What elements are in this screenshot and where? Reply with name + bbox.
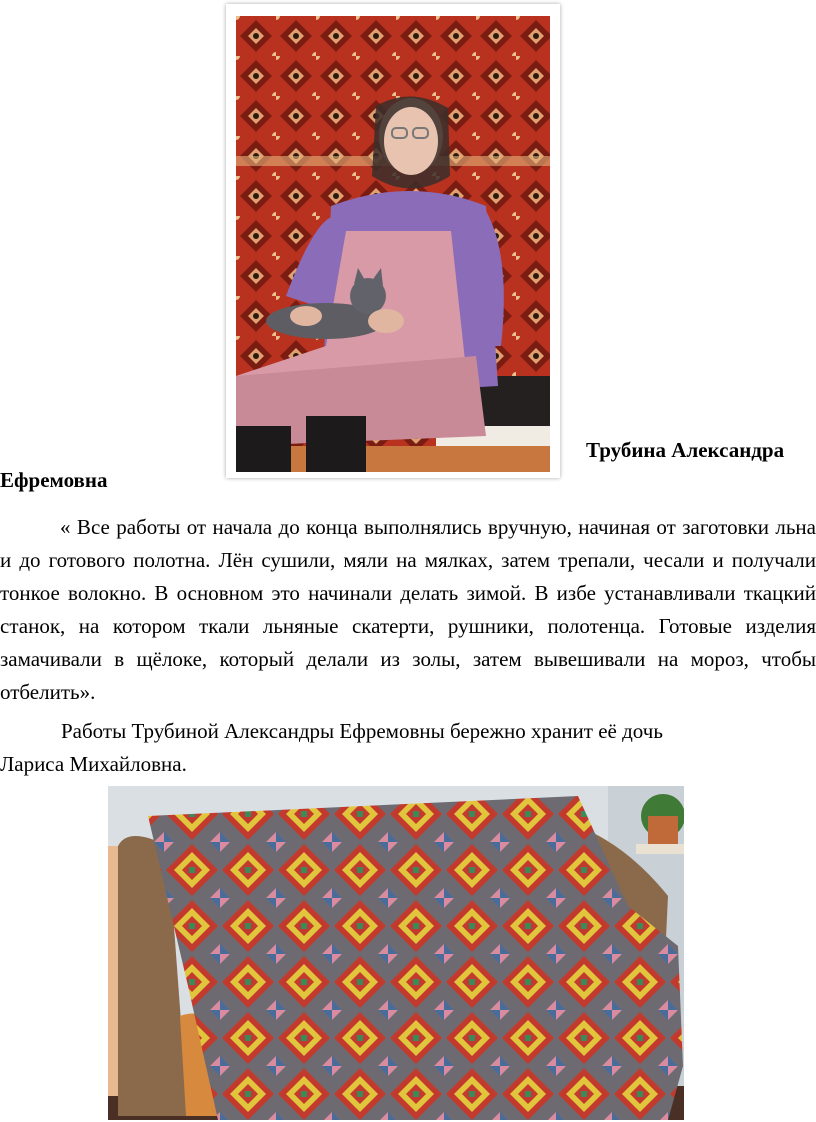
note-line2: Лариса Михайловна. [0, 752, 187, 776]
portrait-photo [236, 16, 550, 472]
note-line1: Работы Трубиной Александры Ефремовны бережно хранит её дочь [61, 719, 663, 743]
caption-name-line2: Ефремовна [0, 468, 108, 492]
portrait-photo-frame [226, 4, 560, 478]
quote-paragraph: « Все работы от начала до конца выполнялись вручную, начиная от заготовки льна и до готового полотна. Лён сушили, мяли на мялках, затем трепали, чесали и получали тонкое волокно. В основном это начинали делать зимой. В избе устанавливали ткацкий станок, на котором ткали льняные скатерти, рушники, полотенца. Готовые изделия замачивали в щёлоке, который делали из золы, затем вывешивали на мороз, чтобы отбелить». [0, 515, 816, 704]
caption-name-line1: Трубина Александра [586, 438, 785, 462]
blanket-photo [108, 786, 684, 1120]
